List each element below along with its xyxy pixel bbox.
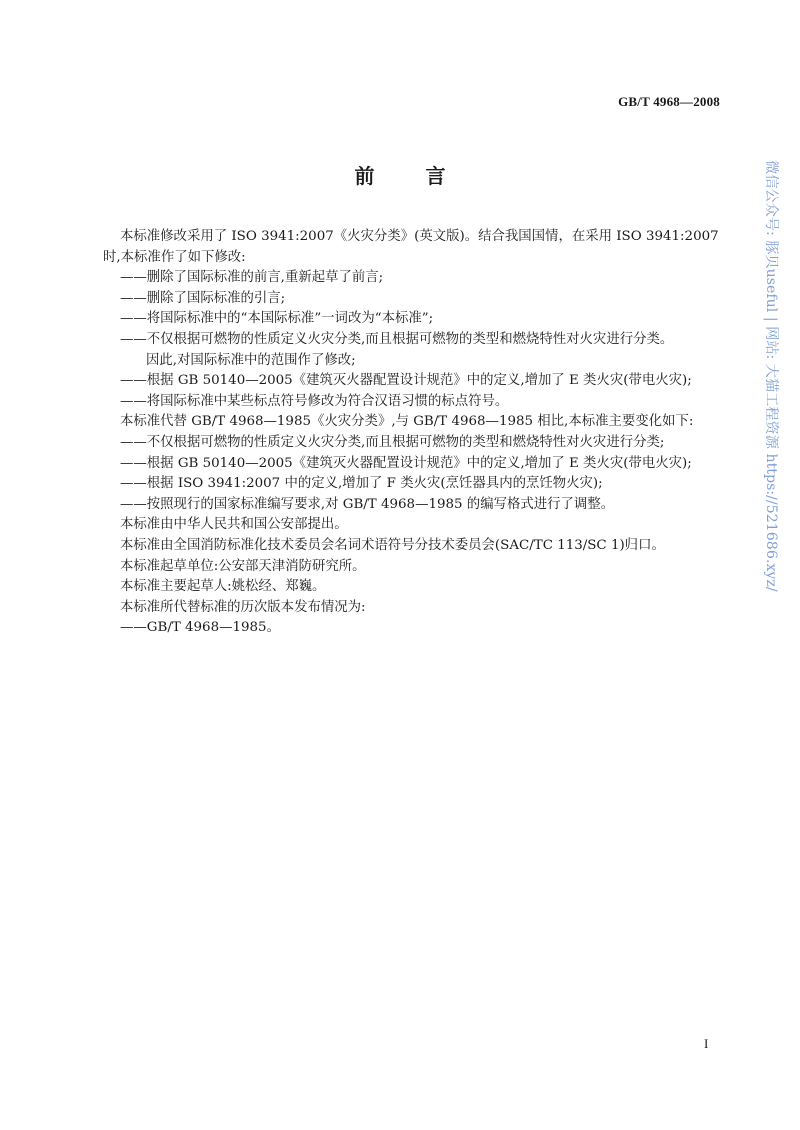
list-item: ——按照现行的国家标准编写要求,对 GB/T 4968—1985 的编写格式进行了调整。	[120, 496, 615, 512]
list-item-continuation: 因此,对国际标准中的范围作了修改;	[146, 352, 356, 368]
list-item: ——不仅根据可燃物的性质定义火灾分类,而且根据可燃物的类型和燃烧特性对火灾进行分类;	[120, 434, 665, 450]
page-number: I	[704, 1036, 709, 1051]
list-item: ——GB/T 4968—1985。	[120, 620, 280, 636]
paragraph-line: 本标准主要起草人:姚松经、郑巍。	[120, 579, 326, 595]
list-item: ——将国际标准中的“本国际标准”一词改为“本标准”;	[120, 311, 434, 327]
list-item: ——不仅根据可燃物的性质定义火灾分类,而且根据可燃物的类型和燃烧特性对火灾进行分类。	[120, 331, 674, 347]
page-title: 前 言	[354, 164, 468, 188]
list-item: ——删除了国际标准的前言,重新起草了前言;	[120, 270, 384, 286]
paragraph-line: 时,本标准作了如下修改:	[103, 249, 246, 265]
list-item: ——根据 GB 50140—2005《建筑灭火器配置设计规范》中的定义,增加了 E 类火灾(带电火灾);	[120, 455, 692, 471]
watermark-text: 微信公众号: 豚贝useful | 网站: 大猫工程资源 https://521686.xyz/	[763, 160, 779, 592]
paragraph-line: 本标准所代替标准的历次版本发布情况为:	[120, 599, 366, 615]
paragraph-line: 本标准由全国消防标准化技术委员会名词术语符号分技术委员会(SAC/TC 113/SC 1)归口。	[120, 537, 665, 553]
paragraph-line: 本标准修改采用了 ISO 3941:2007《火灾分类》(英文版)。结合我国国情，在采用 ISO 3941:2007	[120, 229, 719, 244]
standard-code-header: GB/T 4968—2008	[618, 94, 720, 109]
watermark	[764, 160, 784, 640]
paragraph-line: 本标准由中华人民共和国公安部提出。	[120, 517, 348, 533]
paragraph-line: 本标准代替 GB/T 4968—1985《火灾分类》,与 GB/T 4968—1985 相比,本标准主要变化如下:	[120, 414, 694, 430]
list-item: ——删除了国际标准的引言;	[120, 290, 286, 306]
paragraph-line: 本标准起草单位:公安部天津消防研究所。	[120, 558, 366, 574]
list-item: ——根据 ISO 3941:2007 中的定义,增加了 F 类火灾(烹饪器具内的烹饪物火灾);	[120, 476, 603, 492]
list-item: ——根据 GB 50140—2005《建筑灭火器配置设计规范》中的定义,增加了 E 类火灾(带电火灾);	[120, 373, 692, 389]
list-item: ——将国际标准中某些标点符号修改为符合汉语习惯的标点符号。	[120, 393, 509, 409]
document-body	[0, 227, 800, 639]
